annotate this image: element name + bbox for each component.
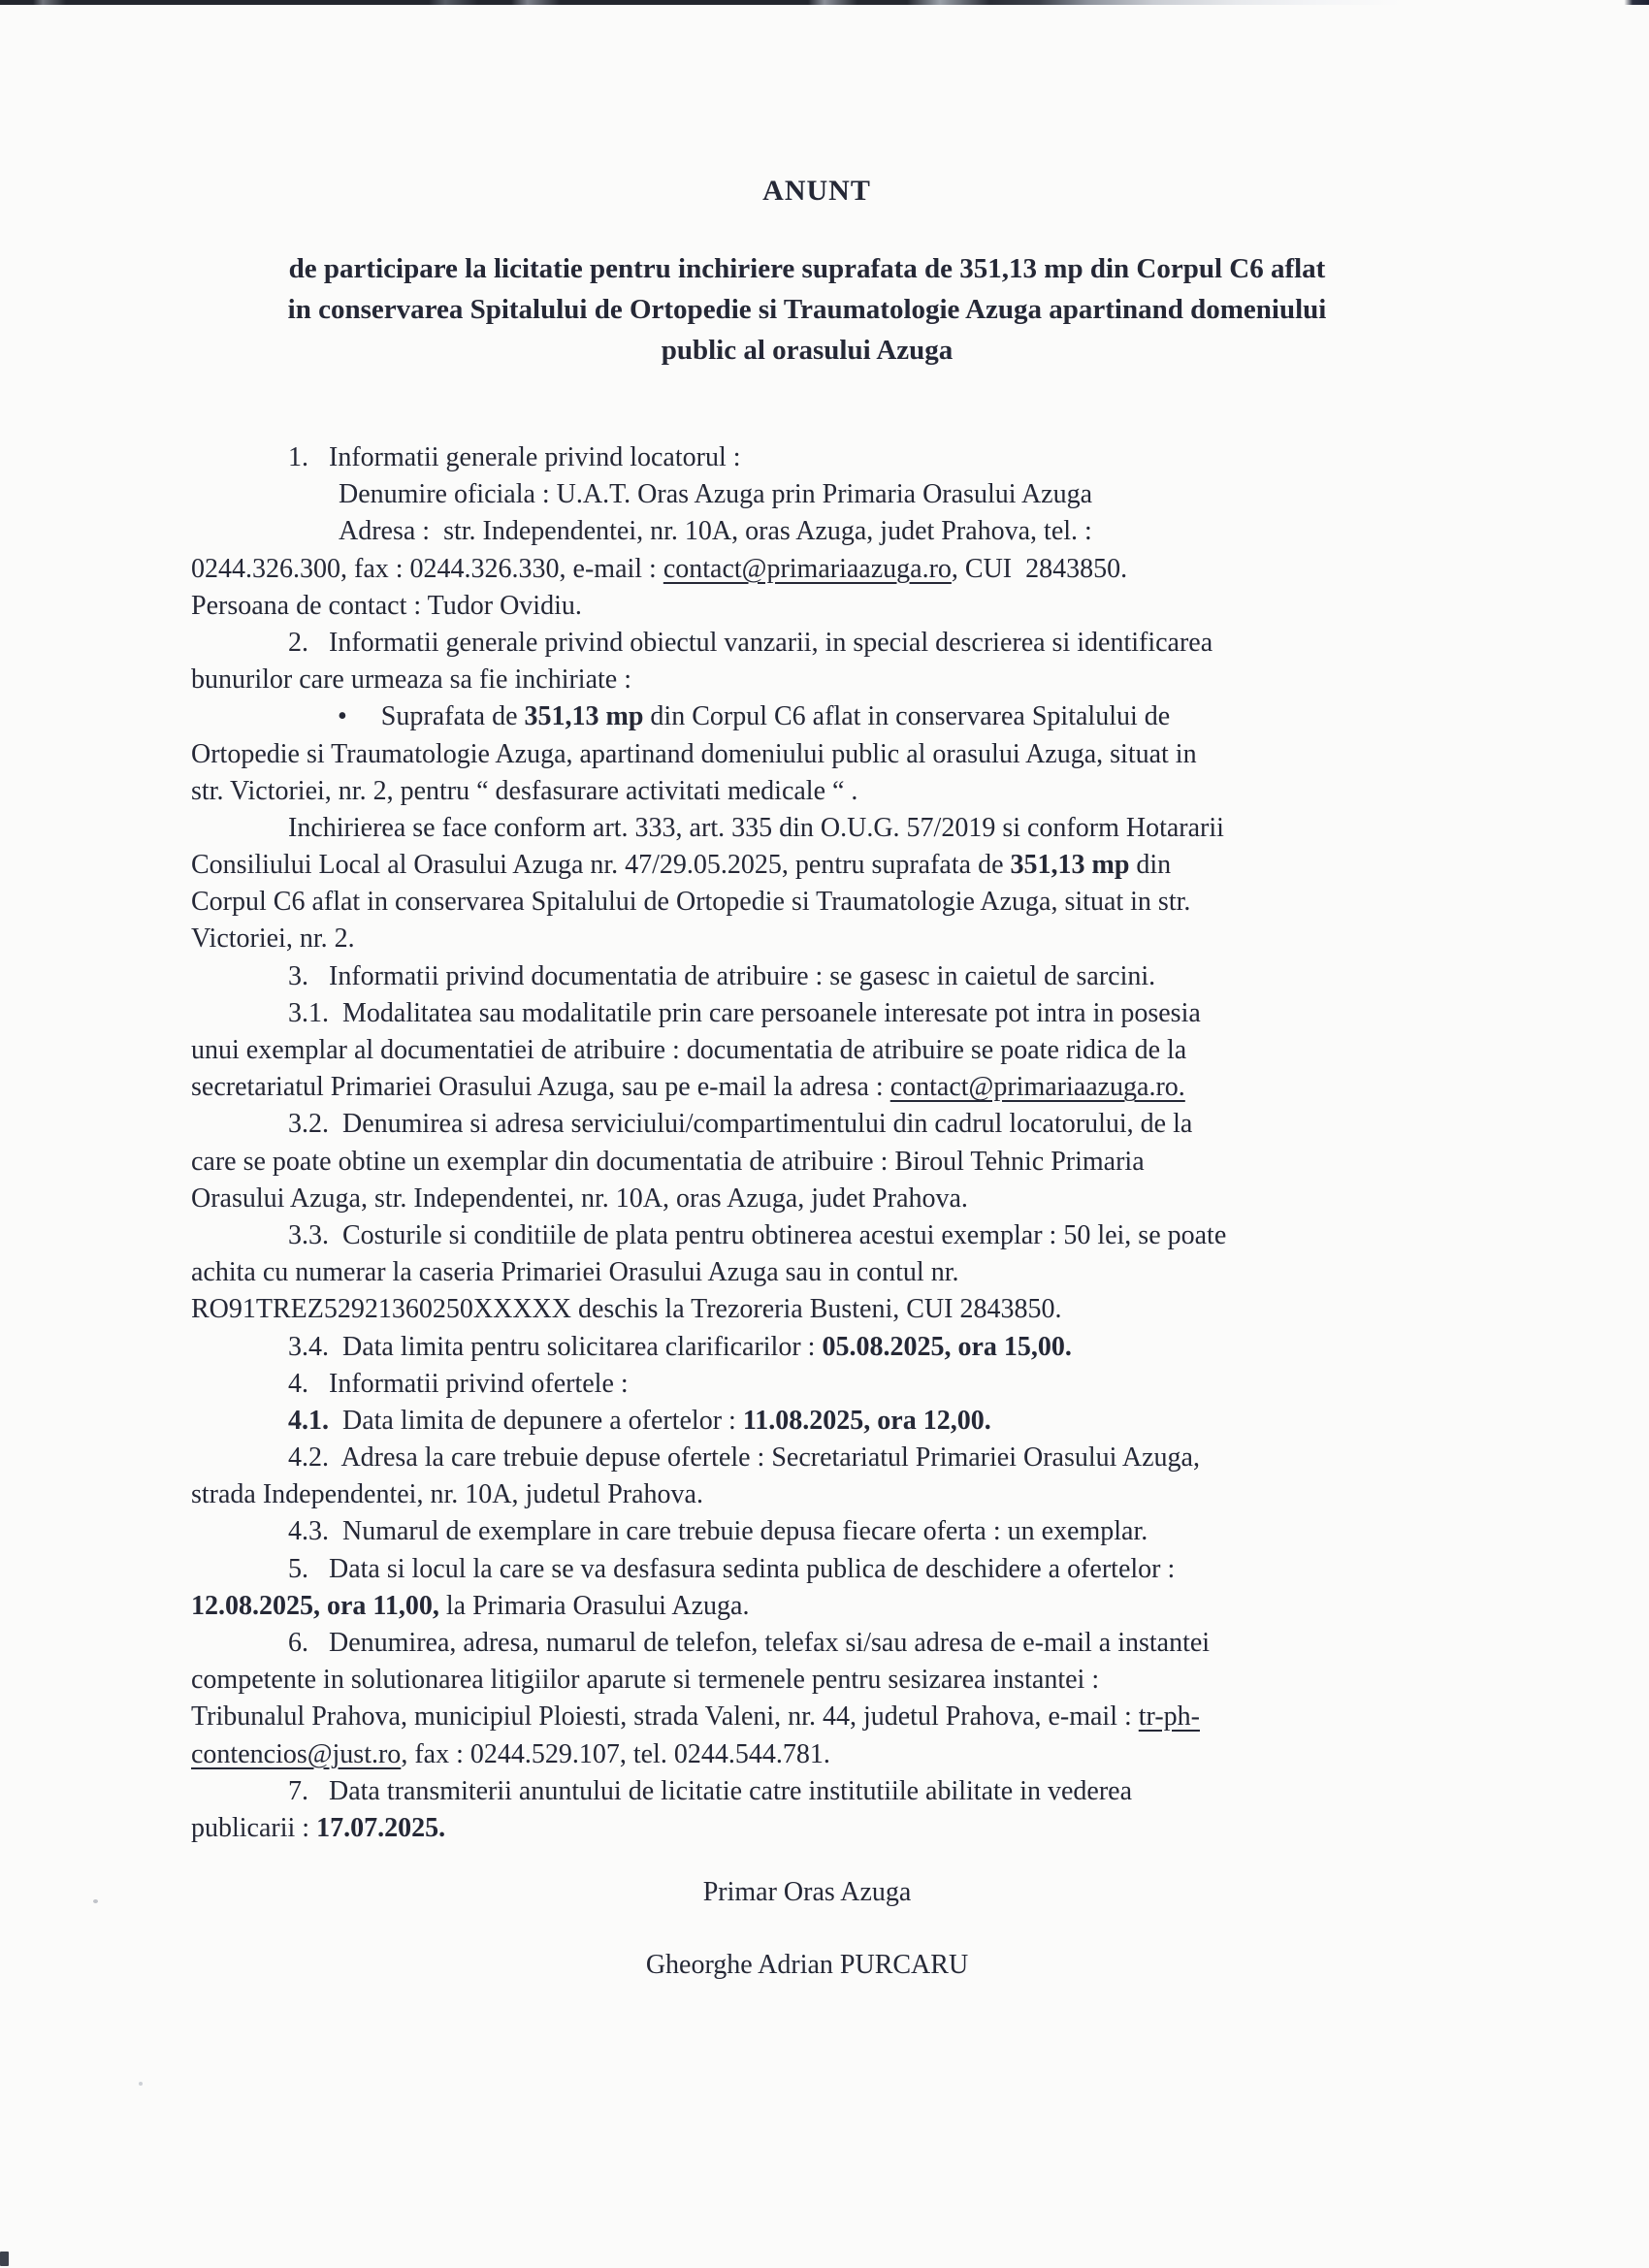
text-segment: strada Independentei, nr. 10A, judetul Prahova. (191, 1479, 703, 1510)
text-segment: 7. Data transmiterii anuntului de licitatie catre institutiile abilitate in vederea (288, 1775, 1133, 1806)
bold-text: 4.1. (288, 1405, 329, 1436)
text-segment: Adresa : str. Independentei, nr. 10A, oras Azuga, judet Prahova, tel. : (339, 516, 1092, 547)
body-line (191, 1699, 1433, 1735)
body-line (191, 551, 1433, 588)
body-line (191, 476, 1433, 513)
text-segment: 4.2. Adresa la care trebuie depuse ofertele : Secretariatul Primariei Orasului Azuga, (288, 1442, 1200, 1474)
text-segment: 3.4. Data limita pentru solicitarea clarificarilor : (288, 1331, 823, 1362)
text-segment: • Suprafata de (338, 701, 525, 732)
body-line (191, 810, 1433, 847)
scan-artifact-bottom-left-mark (0, 2252, 9, 2266)
body-line (191, 995, 1433, 1032)
body-line (191, 1217, 1433, 1254)
body-line (191, 1440, 1433, 1476)
subtitle-line-1: de participare la licitatie pentru inchiriere suprafata de 351,13 mp din Corpul C6 aflat (288, 253, 1326, 284)
scan-artifact-top-edge (0, 0, 1649, 5)
subtitle-line-2: in conservarea Spitalului de Ortopedie si Traumatologie Azuga apartinand domeniului (287, 294, 1327, 325)
text-segment: 6. Denumirea, adresa, numarul de telefon, telefax si/sau adresa de e-mail a instantei (288, 1628, 1211, 1658)
text-segment: str. Victoriei, nr. 2, pentru “ desfasurare activitati medicale “ . (191, 775, 858, 806)
body-line (191, 1662, 1433, 1699)
text-segment: 0244.326.300, fax : 0244.326.330, e-mail : (191, 553, 663, 584)
body-line (191, 847, 1433, 884)
text-segment: Denumire oficiala : U.A.T. Oras Azuga prin Primaria Orasului Azuga (339, 479, 1093, 510)
signature-name: Gheorghe Adrian PURCARU (645, 1950, 969, 1980)
body-line (191, 1773, 1433, 1810)
text-segment: Data limita de depunere a ofertelor : (329, 1405, 743, 1436)
body-line (191, 1144, 1433, 1181)
text-segment: publicarii : (191, 1812, 317, 1843)
body-line (191, 1625, 1433, 1662)
document-body (191, 439, 1433, 1847)
body-line (191, 1476, 1433, 1513)
text-segment: achita cu numerar la caseria Primariei Orasului Azuga sau in contul nr. (191, 1257, 959, 1288)
bold-text: 05.08.2025, ora 15,00. (822, 1331, 1072, 1362)
text-segment: 3.2. Denumirea si adresa serviciului/compartimentului din cadrul locatorului, de la (288, 1109, 1193, 1140)
body-line (191, 1551, 1433, 1588)
body-line (191, 698, 1433, 735)
email-text: contact@primariaazuga.ro. (889, 1072, 1185, 1103)
text-segment: 5. Data si locul la care se va desfasura sedinta publica de deschidere a ofertelor : (288, 1553, 1176, 1584)
body-line (191, 1329, 1433, 1366)
text-segment: 3.1. Modalitatea sau modalitatile prin care persoanele interesate pot intra in posesia (288, 997, 1201, 1028)
document-subtitle (191, 248, 1423, 371)
body-line (191, 1069, 1433, 1106)
bold-text: 351,13 mp (524, 701, 644, 732)
body-line (191, 662, 1433, 698)
bold-text: 17.07.2025. (316, 1812, 446, 1843)
text-segment: Victoriei, nr. 2. (191, 923, 355, 955)
bold-text: 11.08.2025, ora 12,00. (742, 1405, 991, 1436)
text-segment: 1. Informatii generale privind locatorul : (288, 442, 741, 472)
text-segment: 4.3. Numarul de exemplare in care trebuie depusa fiecare oferta : un exemplar. (288, 1516, 1148, 1547)
text-segment: , fax : 0244.529.107, tel. 0244.544.781. (401, 1738, 830, 1769)
body-line (191, 1032, 1433, 1069)
body-line (191, 884, 1433, 921)
text-segment: din (1129, 850, 1172, 881)
text-segment: 2. Informatii generale privind obiectul vanzarii, in special descrierea si identificarea (288, 627, 1213, 658)
text-segment: Tribunalul Prahova, municipiul Ploiesti, strada Valeni, nr. 44, judetul Prahova, e-mail : (191, 1701, 1139, 1733)
text-segment: secretariatul Primariei Orasului Azuga, sau pe e-mail la adresa : (191, 1072, 890, 1103)
text-segment: Orasului Azuga, str. Independentei, nr. 10A, oras Azuga, judet Prahova. (191, 1183, 968, 1214)
body-line (191, 1106, 1433, 1143)
body-line (191, 439, 1433, 476)
bold-text: 12.08.2025, ora 11,00, (191, 1590, 439, 1621)
body-line (191, 588, 1433, 625)
bold-text: 351,13 mp (1010, 850, 1130, 881)
body-line (191, 625, 1433, 662)
email-text: tr-ph- (1138, 1701, 1200, 1733)
text-segment: Consiliului Local al Orasului Azuga nr. 47/29.05.2025, pentru suprafata de (191, 850, 1011, 881)
body-line (191, 921, 1433, 957)
body-line (191, 513, 1433, 550)
body-line (191, 1403, 1433, 1440)
email-text: contact@primariaazuga.ro (663, 553, 952, 584)
body-line (191, 736, 1433, 773)
text-segment: din Corpul C6 aflat in conservarea Spitalului de (643, 701, 1171, 732)
scan-speck (93, 1899, 98, 1903)
body-line (191, 1513, 1433, 1550)
text-segment: la Primaria Orasului Azuga. (438, 1590, 750, 1621)
text-segment: care se poate obtine un exemplar din documentatia de atribuire : Biroul Tehnic Primaria (191, 1146, 1145, 1177)
text-segment: Inchirierea se face conform art. 333, art. 335 din O.U.G. 57/2019 si conform Hotararii (288, 812, 1224, 843)
body-line (191, 1810, 1433, 1847)
body-line (191, 1366, 1433, 1403)
body-line (191, 1181, 1433, 1217)
body-line (191, 1291, 1433, 1328)
body-line (191, 773, 1433, 810)
text-segment: 3. Informatii privind documentatia de atribuire : se gasesc in caietul de sarcini. (288, 960, 1156, 991)
text-segment: Persoana de contact : Tudor Ovidiu. (191, 590, 582, 621)
text-segment: bunurilor care urmeaza sa fie inchiriate : (191, 664, 631, 696)
body-line (191, 1736, 1433, 1773)
email-text: contencios@just.ro (191, 1738, 402, 1769)
text-segment: Corpul C6 aflat in conservarea Spitalului de Ortopedie si Traumatologie Azuga, situat in str. (191, 887, 1191, 918)
document-title: ANUNT (762, 175, 871, 207)
text-segment: , CUI 2843850. (951, 553, 1128, 584)
text-segment: Ortopedie si Traumatologie Azuga, apartinand domeniului public al orasului Azuga, situat in (191, 738, 1197, 769)
body-line (191, 1588, 1433, 1625)
text-segment: 4. Informatii privind ofertele : (288, 1368, 629, 1399)
text-segment: unui exemplar al documentatiei de atribuire : documentatia de atribuire se poate ridica de la (191, 1035, 1187, 1065)
scan-speck (139, 2082, 143, 2086)
signature-role: Primar Oras Azuga (702, 1877, 912, 1907)
text-segment: competente in solutionarea litigiilor aparute si termenele pentru sesizarea instantei : (191, 1665, 1100, 1696)
subtitle-line-3: public al orasului Azuga (661, 335, 954, 366)
body-line (191, 1254, 1433, 1291)
text-segment: RO91TREZ52921360250XXXXX deschis la Trezoreria Busteni, CUI 2843850. (191, 1294, 1062, 1325)
text-segment: 3.3. Costurile si conditiile de plata pentru obtinerea acestui exemplar : 50 lei, se poate (288, 1219, 1227, 1250)
body-line (191, 958, 1433, 995)
